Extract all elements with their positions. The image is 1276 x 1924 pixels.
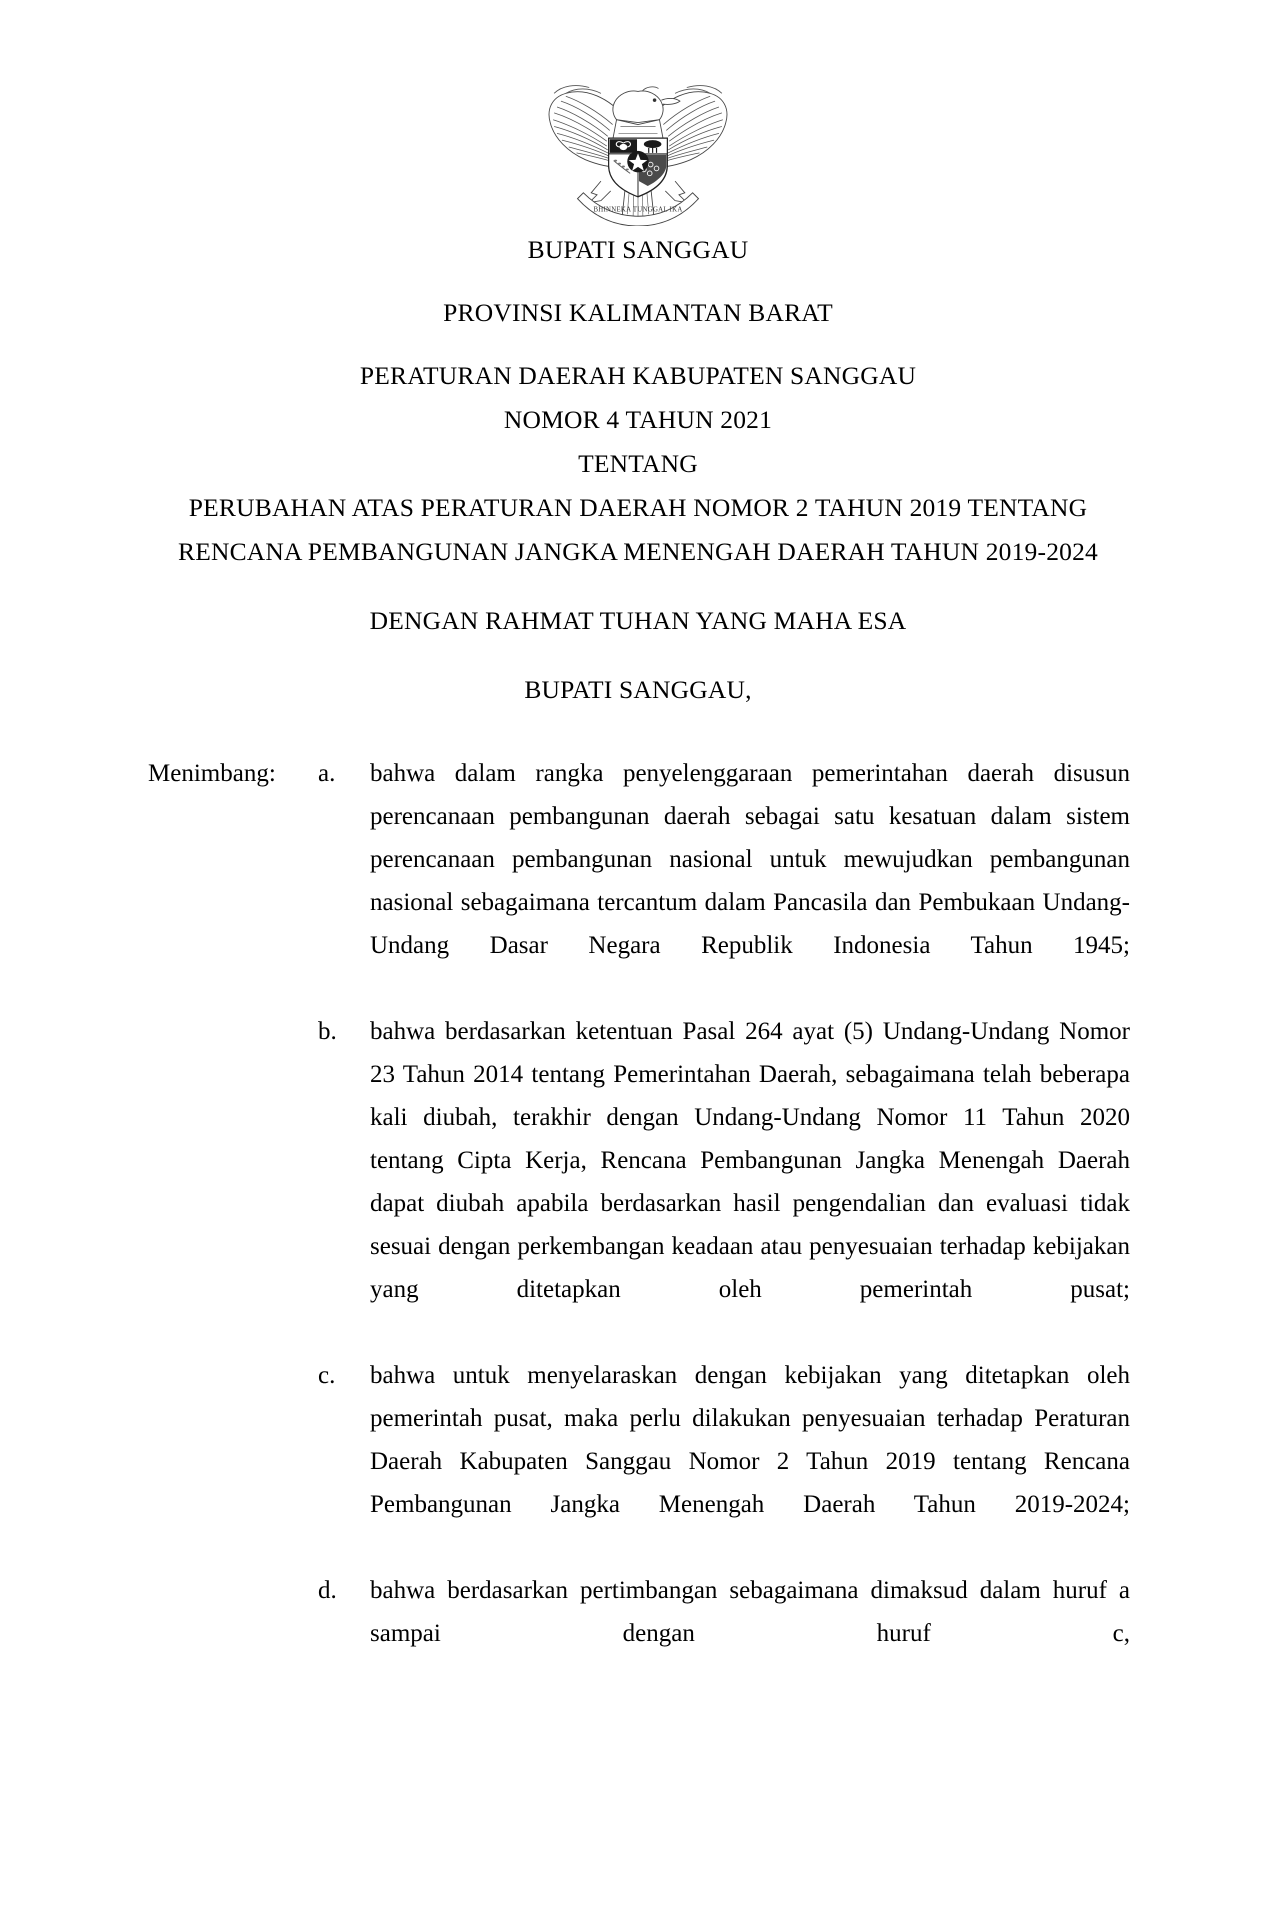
list-item xyxy=(318,1569,1130,1698)
considering-items xyxy=(318,752,1130,1698)
heading-dengan-rahmat: DENGAN RAHMAT TUHAN YANG MAHA ESA xyxy=(369,606,907,635)
list-item-text: bahwa berdasarkan ketentuan Pasal 264 ayat (5) Undang-Undang Nomor 23 Tahun 2014 tentang Pemerintahan Daerah, sebagaimana telah beberapa kali diubah, terakhir dengan Undang-Undang Nomor 11 Tahun 2020 tentang Cipta Kerja, Rencana Pembangunan Jangka Menengah Daerah dapat diubah apabila berdasarkan hasil pengendalian dan evaluasi tidak sesuai dengan perkembangan keadaan atau penyesuaian terhadap kebijakan yang ditetapkan oleh pemerintah pusat; xyxy=(370,1018,1130,1303)
list-item xyxy=(318,1010,1130,1354)
list-item-letter: a. xyxy=(318,760,336,787)
list-item-text: bahwa untuk menyelaraskan dengan kebijakan yang ditetapkan oleh pemerintah pusat, maka perlu dilakukan penyesuaian terhadap Peraturan Daerah Kabupaten Sanggau Nomor 2 Tahun 2019 tentang Rencana Pembangunan Jangka Menengah Daerah Tahun 2019-2024; xyxy=(370,1362,1130,1518)
considering-section xyxy=(148,752,1130,1698)
heading-bupati-sanggau-signature: BUPATI SANGGAU, xyxy=(524,675,752,704)
list-item xyxy=(318,1354,1130,1569)
considering-row xyxy=(148,752,1130,1698)
list-item-text: bahwa berdasarkan pertimbangan sebagaimana dimaksud dalam huruf a sampai dengan huruf c, xyxy=(370,1577,1130,1647)
heading-tentang: TENTANG xyxy=(578,449,698,478)
list-item xyxy=(318,752,1130,1010)
considering-label: Menimbang: xyxy=(148,760,276,787)
svg-text:BHINNEKA TUNGGAL IKA: BHINNEKA TUNGGAL IKA xyxy=(593,206,683,214)
list-item-letter: b. xyxy=(318,1018,337,1045)
heading-rencana-pembangunan: RENCANA PEMBANGUNAN JANGKA MENENGAH DAERAH TAHUN 2019-2024 xyxy=(177,537,1098,566)
heading-nomor-tahun: NOMOR 4 TAHUN 2021 xyxy=(503,405,773,434)
emblem-container xyxy=(0,68,1276,226)
heading-peraturan-daerah: PERATURAN DAERAH KABUPATEN SANGGAU xyxy=(359,361,917,390)
list-item-text: bahwa dalam rangka penyelenggaraan pemerintahan daerah disusun perencanaan pembangunan daerah sebagai satu kesatuan dalam sistem perencanaan pembangunan nasional untuk mewujudkan pembangunan nasional sebagaimana tercantum dalam Pancasila dan Pembukaan Undang-Undang Dasar Negara Republik Indonesia Tahun 1945; xyxy=(370,760,1130,959)
document-heading xyxy=(0,228,1276,712)
garuda-pancasila-emblem xyxy=(540,68,736,226)
heading-bupati-sanggau: BUPATI SANGGAU xyxy=(527,235,749,264)
list-item-letter: d. xyxy=(318,1577,337,1604)
list-item-letter: c. xyxy=(318,1362,336,1389)
heading-provinsi: PROVINSI KALIMANTAN BARAT xyxy=(443,298,833,327)
heading-perubahan-atas: PERUBAHAN ATAS PERATURAN DAERAH NOMOR 2 TAHUN 2019 TENTANG xyxy=(188,493,1088,522)
